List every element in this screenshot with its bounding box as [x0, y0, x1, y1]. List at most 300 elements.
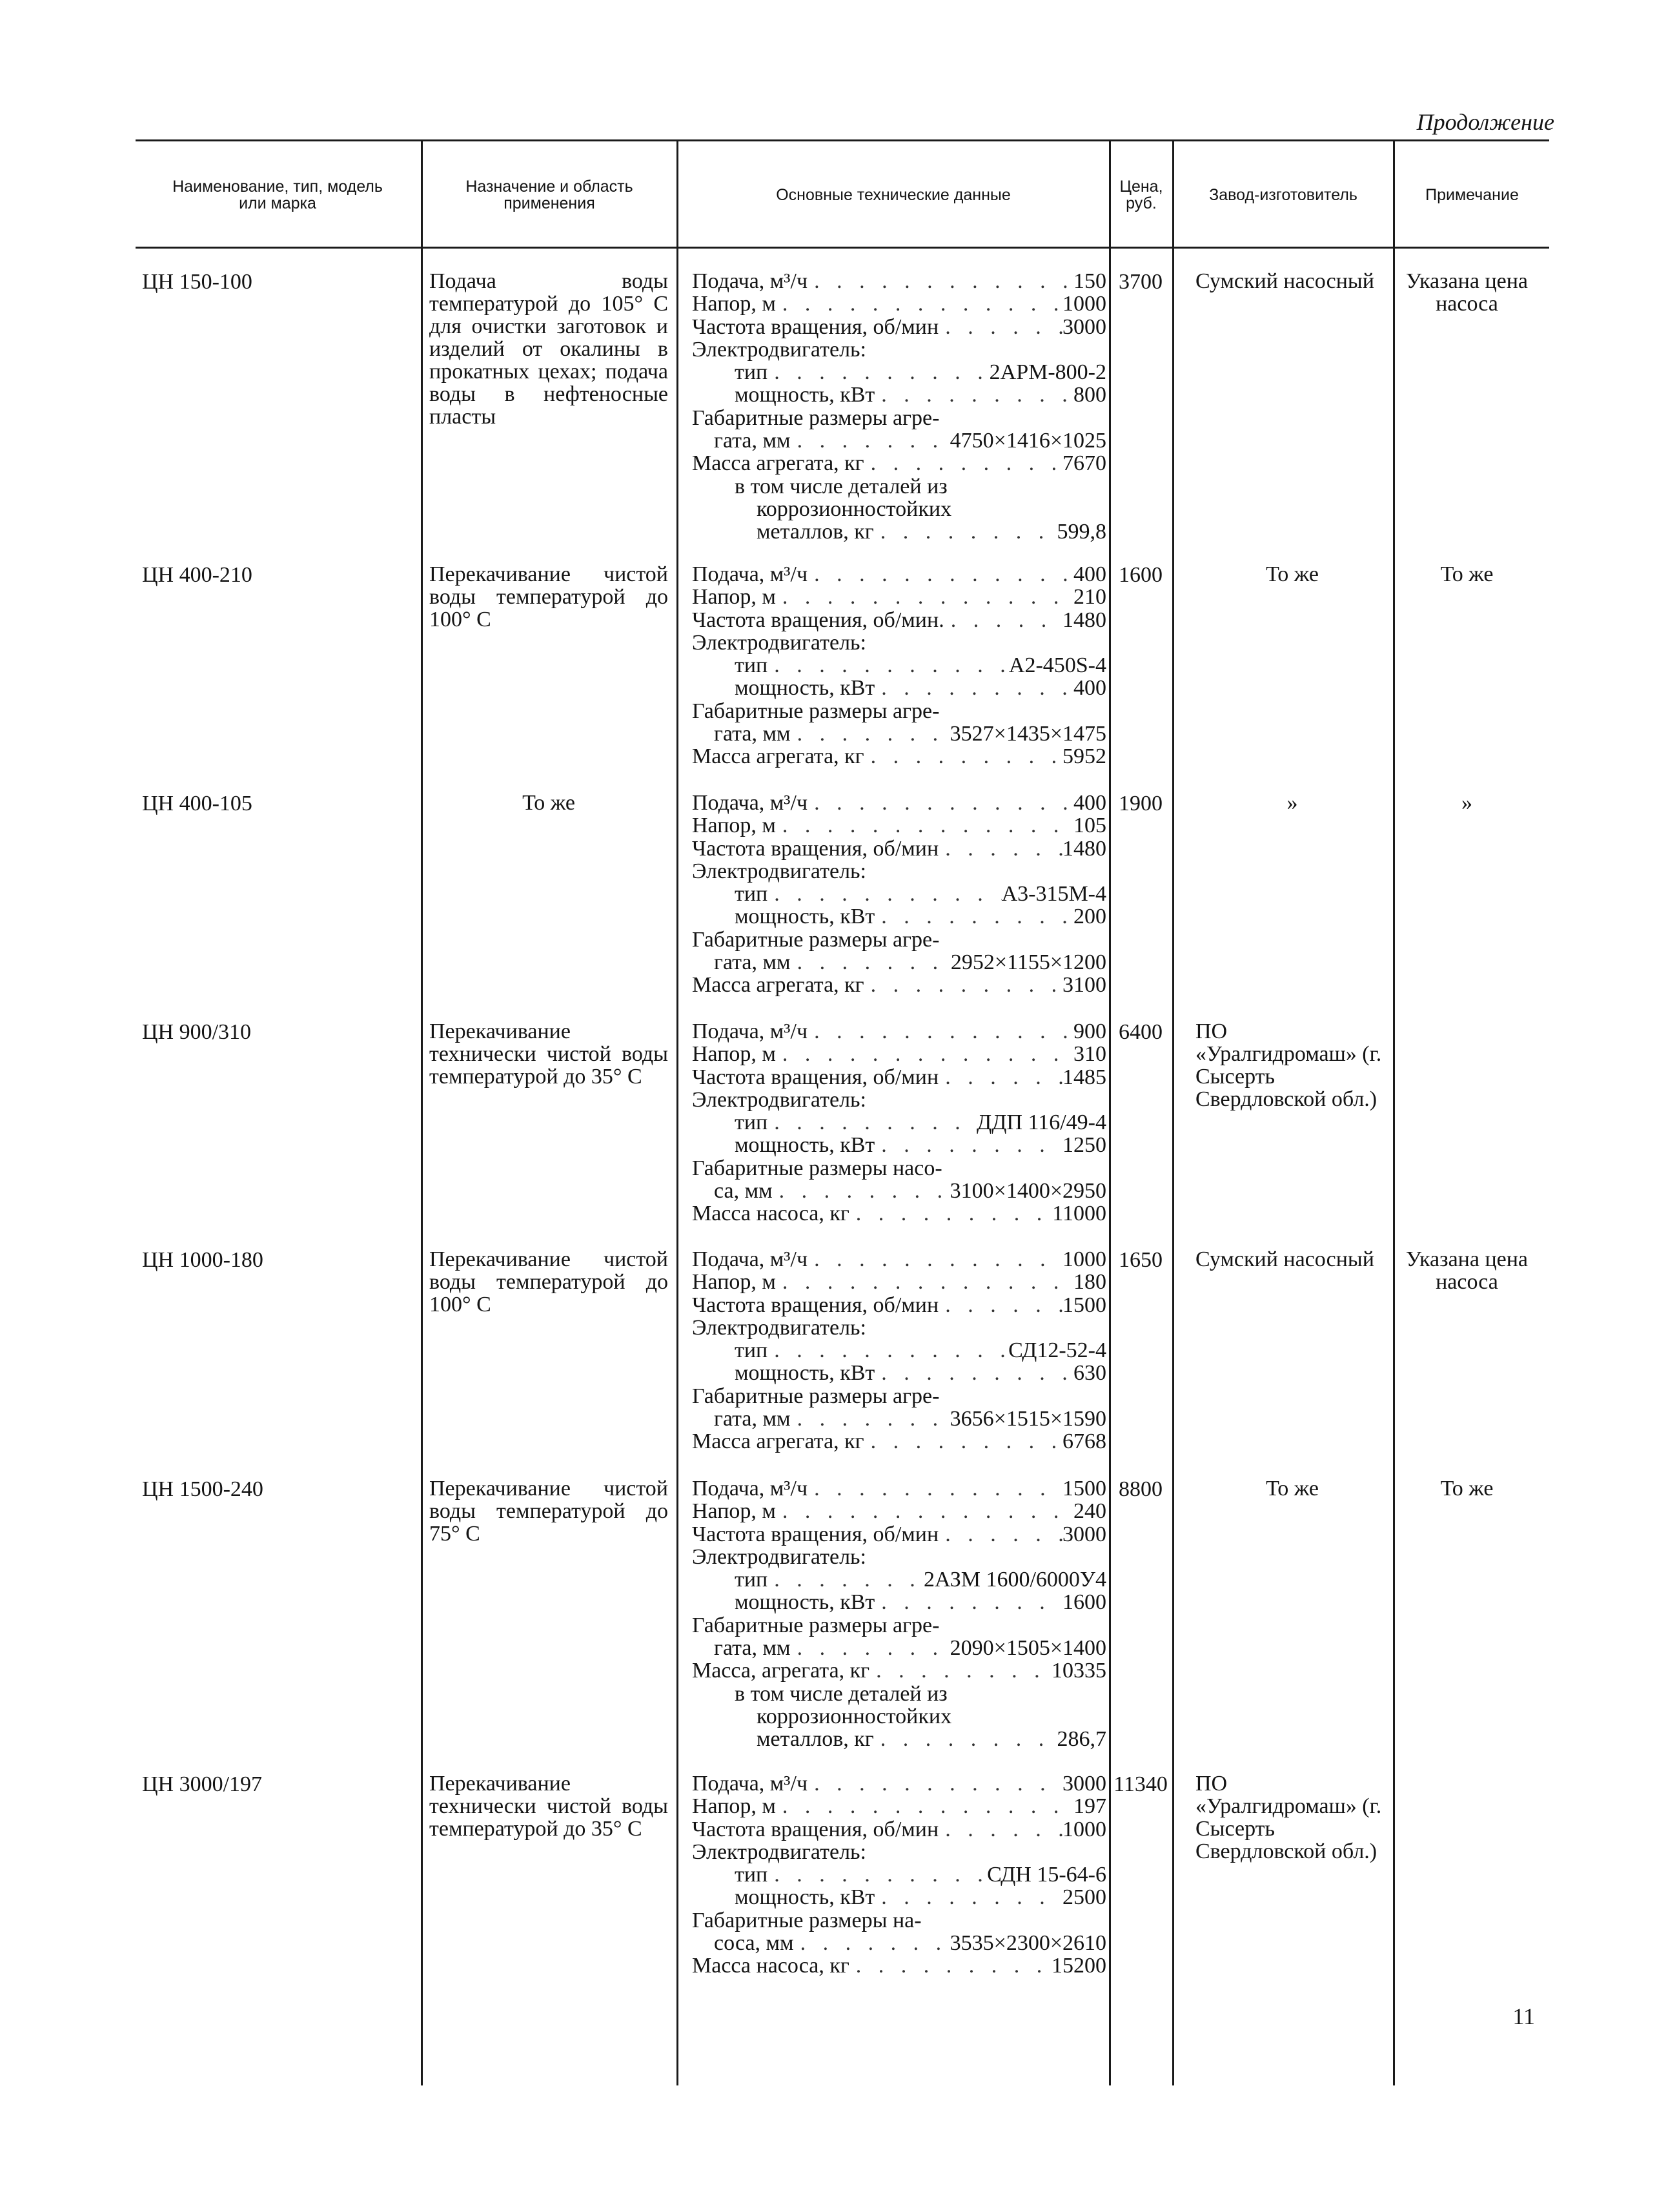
tech-line: [692, 475, 1106, 498]
tech-value: 150: [1073, 269, 1106, 293]
header-tech-label: Основные технические данные: [776, 186, 1011, 204]
tech-line: [692, 1728, 1106, 1750]
tech-line: [692, 1020, 1106, 1043]
leader-dots: [864, 452, 1062, 475]
tech-label: тип: [735, 1111, 768, 1135]
tech-line: [692, 1043, 1106, 1065]
tech-line: [692, 292, 1106, 315]
tech-label: Масса агрегата, кг: [692, 973, 864, 998]
header-name-line-1: Наименование, тип, модель: [172, 178, 383, 196]
tech-label: Габаритные размеры агре-: [692, 1613, 940, 1637]
tech-line: [692, 974, 1106, 996]
tech-value: 3000: [1062, 1522, 1106, 1546]
pump-purpose: Перекачивание чистой воды температурой до 100° С: [429, 1247, 668, 1316]
leader-dots: [791, 722, 950, 745]
header-name-col: [136, 147, 420, 243]
tech-line: [692, 814, 1106, 837]
tech-data: [692, 792, 1106, 997]
tech-line: [692, 1316, 1106, 1339]
tech-line: [692, 361, 1106, 384]
tech-label: Электродвигатель:: [692, 1315, 866, 1340]
leader-dots: [767, 1568, 924, 1591]
tech-label: Частота вращения, об/мин: [692, 836, 939, 861]
tech-label: Электродвигатель:: [692, 337, 866, 362]
tech-label: соса, мм: [714, 1931, 794, 1956]
tech-label: Габаритные размеры насо-: [692, 1156, 942, 1180]
page-number: 11: [1512, 2003, 1535, 2029]
tech-line: [692, 1271, 1106, 1293]
tech-label: Частота вращения, об/мин: [692, 1817, 939, 1841]
pump-purpose: Подача воды температурой до 105° С для очистки заготовок и изделий от окалины в прокатных цехах; подача воды в нефтеносные пласты: [429, 269, 668, 429]
leader-dots: [791, 951, 951, 974]
tech-label: Электродвигатель:: [692, 1087, 866, 1112]
leader-dots: [864, 1430, 1062, 1453]
tech-line: [692, 1841, 1106, 1863]
tech-line: [692, 563, 1106, 586]
tech-line: [692, 631, 1106, 654]
leader-dots: [776, 1043, 1073, 1065]
tech-label: Напор, м: [692, 585, 776, 609]
pump-note: Указана цена насоса: [1405, 269, 1529, 316]
col-divider-2: [676, 141, 678, 2085]
tech-line: [692, 407, 1106, 429]
pump-note: »: [1461, 791, 1472, 815]
tech-label: Частота вращения, об/мин.: [692, 608, 944, 632]
leader-dots: [808, 270, 1073, 292]
tech-line: [692, 700, 1106, 722]
tech-line: [692, 1683, 1106, 1705]
header-maker-label: Завод-изготовитель: [1209, 186, 1357, 204]
tech-value: А3-315М-4: [1001, 882, 1106, 906]
tech-value: 800: [1073, 383, 1106, 407]
leader-dots: [808, 1772, 1062, 1795]
tech-label: Масса насоса, кг: [692, 1202, 849, 1226]
leader-dots: [874, 1728, 1057, 1750]
tech-label: в том числе деталей из: [735, 1681, 948, 1706]
tech-value: 630: [1073, 1361, 1106, 1386]
tech-line: [692, 1546, 1106, 1568]
pump-name: ЦН 3000/197: [142, 1772, 263, 1796]
pump-price: 1650: [1119, 1248, 1163, 1272]
tech-data: [692, 1248, 1106, 1453]
tech-line: [692, 520, 1106, 543]
col-divider-4: [1172, 141, 1174, 2085]
header-purpose-line-2: применения: [503, 194, 595, 212]
leader-dots: [875, 1591, 1062, 1613]
tech-line: [692, 1408, 1106, 1430]
tech-label: мощность, кВт: [735, 383, 875, 407]
tech-value: 7670: [1062, 451, 1106, 476]
tech-value: 1000: [1062, 1247, 1106, 1271]
tech-line: [692, 883, 1106, 905]
leader-dots: [944, 609, 1062, 631]
tech-value: 3000: [1062, 1772, 1106, 1796]
tech-line: [692, 928, 1106, 951]
tech-label: тип: [735, 360, 768, 385]
tech-line: [692, 1909, 1106, 1932]
tech-label: гата, мм: [714, 429, 791, 453]
leader-dots: [767, 1111, 977, 1134]
tech-value: 2952×1155×1200: [950, 950, 1106, 975]
tech-label: коррозионностойких: [757, 497, 952, 521]
tech-line: [692, 792, 1106, 814]
pump-name: ЦН 150-100: [142, 270, 252, 294]
tech-value: 105: [1073, 814, 1106, 838]
tech-line: [692, 1568, 1106, 1591]
leader-dots: [875, 384, 1073, 406]
pump-purpose: Перекачивание чистой воды температурой до 100° С: [429, 562, 668, 631]
leader-dots: [875, 1886, 1062, 1909]
pump-name: ЦН 900/310: [142, 1020, 252, 1044]
tech-line: [692, 452, 1106, 475]
header-price-line-1: Цена,: [1119, 178, 1163, 196]
pump-price: 1600: [1119, 563, 1163, 587]
tech-label: Габаритные размеры агре-: [692, 1384, 940, 1408]
tech-line: [692, 1795, 1106, 1818]
header-note-col: [1395, 147, 1549, 243]
tech-value: 900: [1073, 1019, 1106, 1043]
continuation-label: Продолжение: [1416, 109, 1554, 135]
tech-line: [692, 1111, 1106, 1134]
tech-value: 1000: [1062, 1817, 1106, 1841]
tech-value: 1480: [1062, 608, 1106, 632]
pump-price: 1900: [1119, 792, 1163, 815]
tech-data: [692, 1477, 1106, 1751]
tech-label: Масса агрегата, кг: [692, 451, 864, 476]
tech-line: [692, 1202, 1106, 1225]
leader-dots: [767, 654, 1009, 677]
leader-dots: [767, 1339, 1008, 1362]
col-divider-3: [1109, 141, 1111, 2085]
tech-value: 15200: [1052, 1954, 1106, 1978]
tech-label: металлов, кг: [757, 1727, 874, 1752]
leader-dots: [849, 1202, 1052, 1225]
tech-value: 2АЗМ 1600/6000У4: [924, 1568, 1106, 1592]
leader-dots: [776, 586, 1073, 608]
tech-value: 599,8: [1057, 520, 1106, 544]
tech-value: 3656×1515×1590: [950, 1407, 1106, 1431]
tech-line: [692, 1500, 1106, 1522]
pump-note: То же: [1440, 1477, 1494, 1500]
tech-data: [692, 1020, 1106, 1225]
header-maker-col: [1174, 147, 1392, 243]
header-price-line-2: руб.: [1126, 194, 1157, 212]
tech-value: 310: [1073, 1042, 1106, 1067]
tech-label: тип: [735, 1863, 768, 1887]
tech-value: 6768: [1062, 1429, 1106, 1454]
pump-note: Указана цена насоса: [1405, 1247, 1529, 1294]
tech-value: 1000: [1062, 292, 1106, 316]
tech-line: [692, 860, 1106, 883]
pump-maker: То же: [1266, 1477, 1319, 1500]
leader-dots: [864, 974, 1062, 996]
tech-line: [692, 1637, 1106, 1659]
leader-dots: [875, 1362, 1073, 1384]
tech-value: 1250: [1062, 1133, 1106, 1158]
tech-value: СДН 15-64-6: [987, 1863, 1106, 1887]
tech-label: Габаритные размеры агре-: [692, 405, 940, 430]
tech-line: [692, 1659, 1106, 1682]
tech-line: [692, 745, 1106, 768]
tech-label: Электродвигатель:: [692, 1839, 866, 1864]
tech-value: СД12-52-4: [1008, 1338, 1106, 1363]
header-name-line-2: или марка: [239, 194, 316, 212]
col-divider-1: [421, 141, 423, 2085]
pump-price: 3700: [1119, 270, 1163, 294]
leader-dots: [776, 1500, 1073, 1522]
tech-line: [692, 837, 1106, 860]
tech-label: гата, мм: [714, 722, 791, 746]
tech-value: 1485: [1062, 1065, 1106, 1089]
tech-data: [692, 563, 1106, 768]
tech-line: [692, 1932, 1106, 1954]
tech-label: са, мм: [714, 1179, 773, 1203]
tech-label: Частота вращения, об/мин: [692, 1293, 939, 1317]
pump-purpose: Перекачивание технически чистой воды температурой до 35° С: [429, 1772, 668, 1841]
tech-line: [692, 1248, 1106, 1271]
tech-label: Напор, м: [692, 1499, 776, 1524]
tech-line: [692, 1591, 1106, 1613]
leader-dots: [939, 1818, 1062, 1841]
tech-label: мощность, кВт: [735, 905, 875, 929]
header-bottom-rule: [136, 247, 1549, 249]
tech-value: 1500: [1062, 1293, 1106, 1317]
leader-dots: [849, 1954, 1052, 1977]
tech-line: [692, 1614, 1106, 1637]
pump-price: 8800: [1119, 1477, 1163, 1501]
tech-label: Подача, м³/ч: [692, 1247, 808, 1271]
tech-value: 400: [1073, 791, 1106, 815]
tech-value: 180: [1073, 1270, 1106, 1295]
leader-dots: [776, 1795, 1073, 1818]
tech-label: Напор, м: [692, 292, 776, 316]
leader-dots: [864, 745, 1062, 768]
pump-maker: »: [1286, 791, 1298, 815]
tech-value: 210: [1073, 585, 1106, 609]
tech-value: 11000: [1052, 1202, 1106, 1226]
tech-label: Габаритные размеры агре-: [692, 927, 940, 952]
tech-label: Частота вращения, об/мин: [692, 1065, 939, 1089]
tech-label: гата, мм: [714, 950, 791, 975]
pump-maker: ПО «Уралгидромаш» (г. Сысерть Свердловской обл.): [1195, 1772, 1382, 1863]
leader-dots: [767, 883, 1001, 905]
tech-label: Подача, м³/ч: [692, 269, 808, 293]
tech-value: 1600: [1062, 1590, 1106, 1615]
tech-value: 3000: [1062, 314, 1106, 339]
tech-label: коррозионностойких: [757, 1704, 952, 1728]
tech-line: [692, 677, 1106, 699]
pump-note: То же: [1440, 562, 1494, 586]
tech-value: 3100: [1062, 973, 1106, 998]
tech-line: [692, 951, 1106, 974]
pump-name: ЦН 400-210: [142, 563, 252, 587]
leader-dots: [808, 1477, 1062, 1500]
leader-dots: [767, 361, 989, 384]
tech-label: мощность, кВт: [735, 1361, 875, 1386]
tech-label: в том числе деталей из: [735, 474, 948, 498]
tech-line: [692, 270, 1106, 292]
tech-value: 400: [1073, 676, 1106, 701]
tech-value: 197: [1073, 1794, 1106, 1819]
tech-label: гата, мм: [714, 1407, 791, 1431]
col-divider-5: [1393, 141, 1395, 2085]
tech-line: [692, 1362, 1106, 1384]
tech-value: ДДП 116/49-4: [977, 1111, 1106, 1135]
tech-data: [692, 1772, 1106, 1978]
tech-label: тип: [735, 1338, 768, 1363]
tech-line: [692, 1477, 1106, 1500]
tech-label: мощность, кВт: [735, 1590, 875, 1615]
table-top-rule: [136, 139, 1549, 141]
tech-line: [692, 1886, 1106, 1909]
tech-line: [692, 905, 1106, 928]
tech-value: 3100×1400×2950: [950, 1179, 1106, 1203]
pump-name: ЦН 1500-240: [142, 1477, 263, 1501]
pump-name: ЦН 400-105: [142, 792, 252, 815]
tech-line: [692, 1339, 1106, 1362]
pump-purpose: Перекачивание технически чистой воды температурой до 35° С: [429, 1019, 668, 1089]
tech-label: мощность, кВт: [735, 1133, 875, 1158]
tech-label: Электродвигатель:: [692, 1544, 866, 1569]
tech-label: мощность, кВт: [735, 676, 875, 701]
leader-dots: [939, 1294, 1062, 1316]
tech-line: [692, 1863, 1106, 1886]
tech-label: Подача, м³/ч: [692, 1477, 808, 1500]
leader-dots: [776, 814, 1073, 837]
tech-label: тип: [735, 882, 768, 906]
leader-dots: [808, 792, 1073, 814]
tech-line: [692, 609, 1106, 631]
tech-value: 240: [1073, 1499, 1106, 1524]
tech-label: Подача, м³/ч: [692, 1772, 808, 1796]
tech-value: 3527×1435×1475: [950, 722, 1106, 746]
tech-line: [692, 429, 1106, 452]
tech-value: 3535×2300×2610: [950, 1931, 1106, 1956]
leader-dots: [808, 563, 1073, 586]
tech-line: [692, 1134, 1106, 1156]
tech-value: 1480: [1062, 836, 1106, 861]
tech-label: тип: [735, 1568, 768, 1592]
tech-value: 2АРМ-800-2: [989, 360, 1106, 385]
header-price-col: [1111, 147, 1172, 243]
tech-line: [692, 1705, 1106, 1728]
header-tech-col: [678, 147, 1108, 243]
tech-line: [692, 722, 1106, 745]
tech-data: [692, 270, 1106, 544]
tech-label: мощность, кВт: [735, 1885, 875, 1910]
leader-dots: [776, 292, 1062, 315]
tech-label: тип: [735, 653, 768, 678]
leader-dots: [875, 677, 1073, 699]
tech-line: [692, 1772, 1106, 1795]
leader-dots: [939, 1523, 1062, 1546]
tech-line: [692, 1523, 1106, 1546]
tech-label: Габаритные размеры на-: [692, 1908, 922, 1932]
tech-value: 286,7: [1057, 1727, 1106, 1752]
tech-label: Подача, м³/ч: [692, 562, 808, 586]
tech-value: 5952: [1062, 744, 1106, 769]
tech-value: А2-450S-4: [1008, 653, 1106, 678]
header-purpose-col: [423, 147, 676, 243]
tech-label: Электродвигатель:: [692, 630, 866, 655]
tech-line: [692, 498, 1106, 520]
tech-value: 4750×1416×1025: [950, 429, 1106, 453]
tech-line: [692, 586, 1106, 608]
pump-maker: ПО «Уралгидромаш» (г. Сысерть Свердловской обл.): [1195, 1019, 1382, 1111]
tech-line: [692, 1294, 1106, 1316]
pump-name: ЦН 1000-180: [142, 1248, 263, 1272]
tech-label: Масса, агрегата, кг: [692, 1659, 870, 1683]
leader-dots: [808, 1020, 1073, 1043]
tech-label: Масса агрегата, кг: [692, 744, 864, 769]
tech-label: Масса агрегата, кг: [692, 1429, 864, 1454]
leader-dots: [939, 837, 1062, 860]
tech-value: 1500: [1062, 1477, 1106, 1500]
tech-value: 400: [1073, 562, 1106, 586]
tech-label: Частота вращения, об/мин: [692, 1522, 939, 1546]
tech-value: 2500: [1062, 1885, 1106, 1910]
leader-dots: [791, 1408, 950, 1430]
tech-line: [692, 338, 1106, 361]
leader-dots: [767, 1863, 987, 1886]
tech-line: [692, 384, 1106, 406]
tech-line: [692, 316, 1106, 338]
pump-purpose: То же: [522, 791, 575, 815]
pump-price: 6400: [1119, 1020, 1163, 1044]
tech-label: Частота вращения, об/мин: [692, 314, 939, 339]
tech-value: 10335: [1052, 1659, 1106, 1683]
tech-line: [692, 1066, 1106, 1089]
tech-label: Электродвигатель:: [692, 859, 866, 883]
tech-line: [692, 654, 1106, 677]
tech-label: гата, мм: [714, 1636, 791, 1661]
tech-label: Подача, м³/ч: [692, 1019, 808, 1043]
tech-label: Напор, м: [692, 1042, 776, 1067]
leader-dots: [776, 1271, 1073, 1293]
leader-dots: [794, 1932, 950, 1954]
leader-dots: [939, 1066, 1062, 1089]
header-purpose-line-1: Назначение и область: [465, 178, 633, 196]
tech-label: Напор, м: [692, 814, 776, 838]
tech-line: [692, 1157, 1106, 1180]
header-note-label: Примечание: [1425, 186, 1519, 204]
tech-line: [692, 1385, 1106, 1408]
leader-dots: [875, 905, 1073, 928]
pump-maker: Сумский насосный: [1195, 1247, 1374, 1271]
leader-dots: [874, 520, 1057, 543]
leader-dots: [875, 1134, 1062, 1156]
tech-label: Подача, м³/ч: [692, 791, 808, 815]
leader-dots: [808, 1248, 1062, 1271]
tech-label: Напор, м: [692, 1270, 776, 1295]
tech-line: [692, 1430, 1106, 1453]
leader-dots: [791, 1637, 950, 1659]
leader-dots: [773, 1180, 950, 1202]
tech-line: [692, 1089, 1106, 1111]
tech-label: металлов, кг: [757, 520, 874, 544]
leader-dots: [869, 1659, 1052, 1682]
leader-dots: [939, 316, 1062, 338]
pump-purpose: Перекачивание чистой воды температурой до 75° С: [429, 1477, 668, 1546]
pump-maker: Сумский насосный: [1195, 269, 1374, 293]
leader-dots: [791, 429, 950, 452]
tech-label: Напор, м: [692, 1794, 776, 1819]
tech-label: Масса насоса, кг: [692, 1954, 849, 1978]
tech-line: [692, 1954, 1106, 1977]
tech-label: Габаритные размеры агре-: [692, 699, 940, 723]
pump-maker: То же: [1266, 562, 1319, 586]
tech-line: [692, 1180, 1106, 1202]
